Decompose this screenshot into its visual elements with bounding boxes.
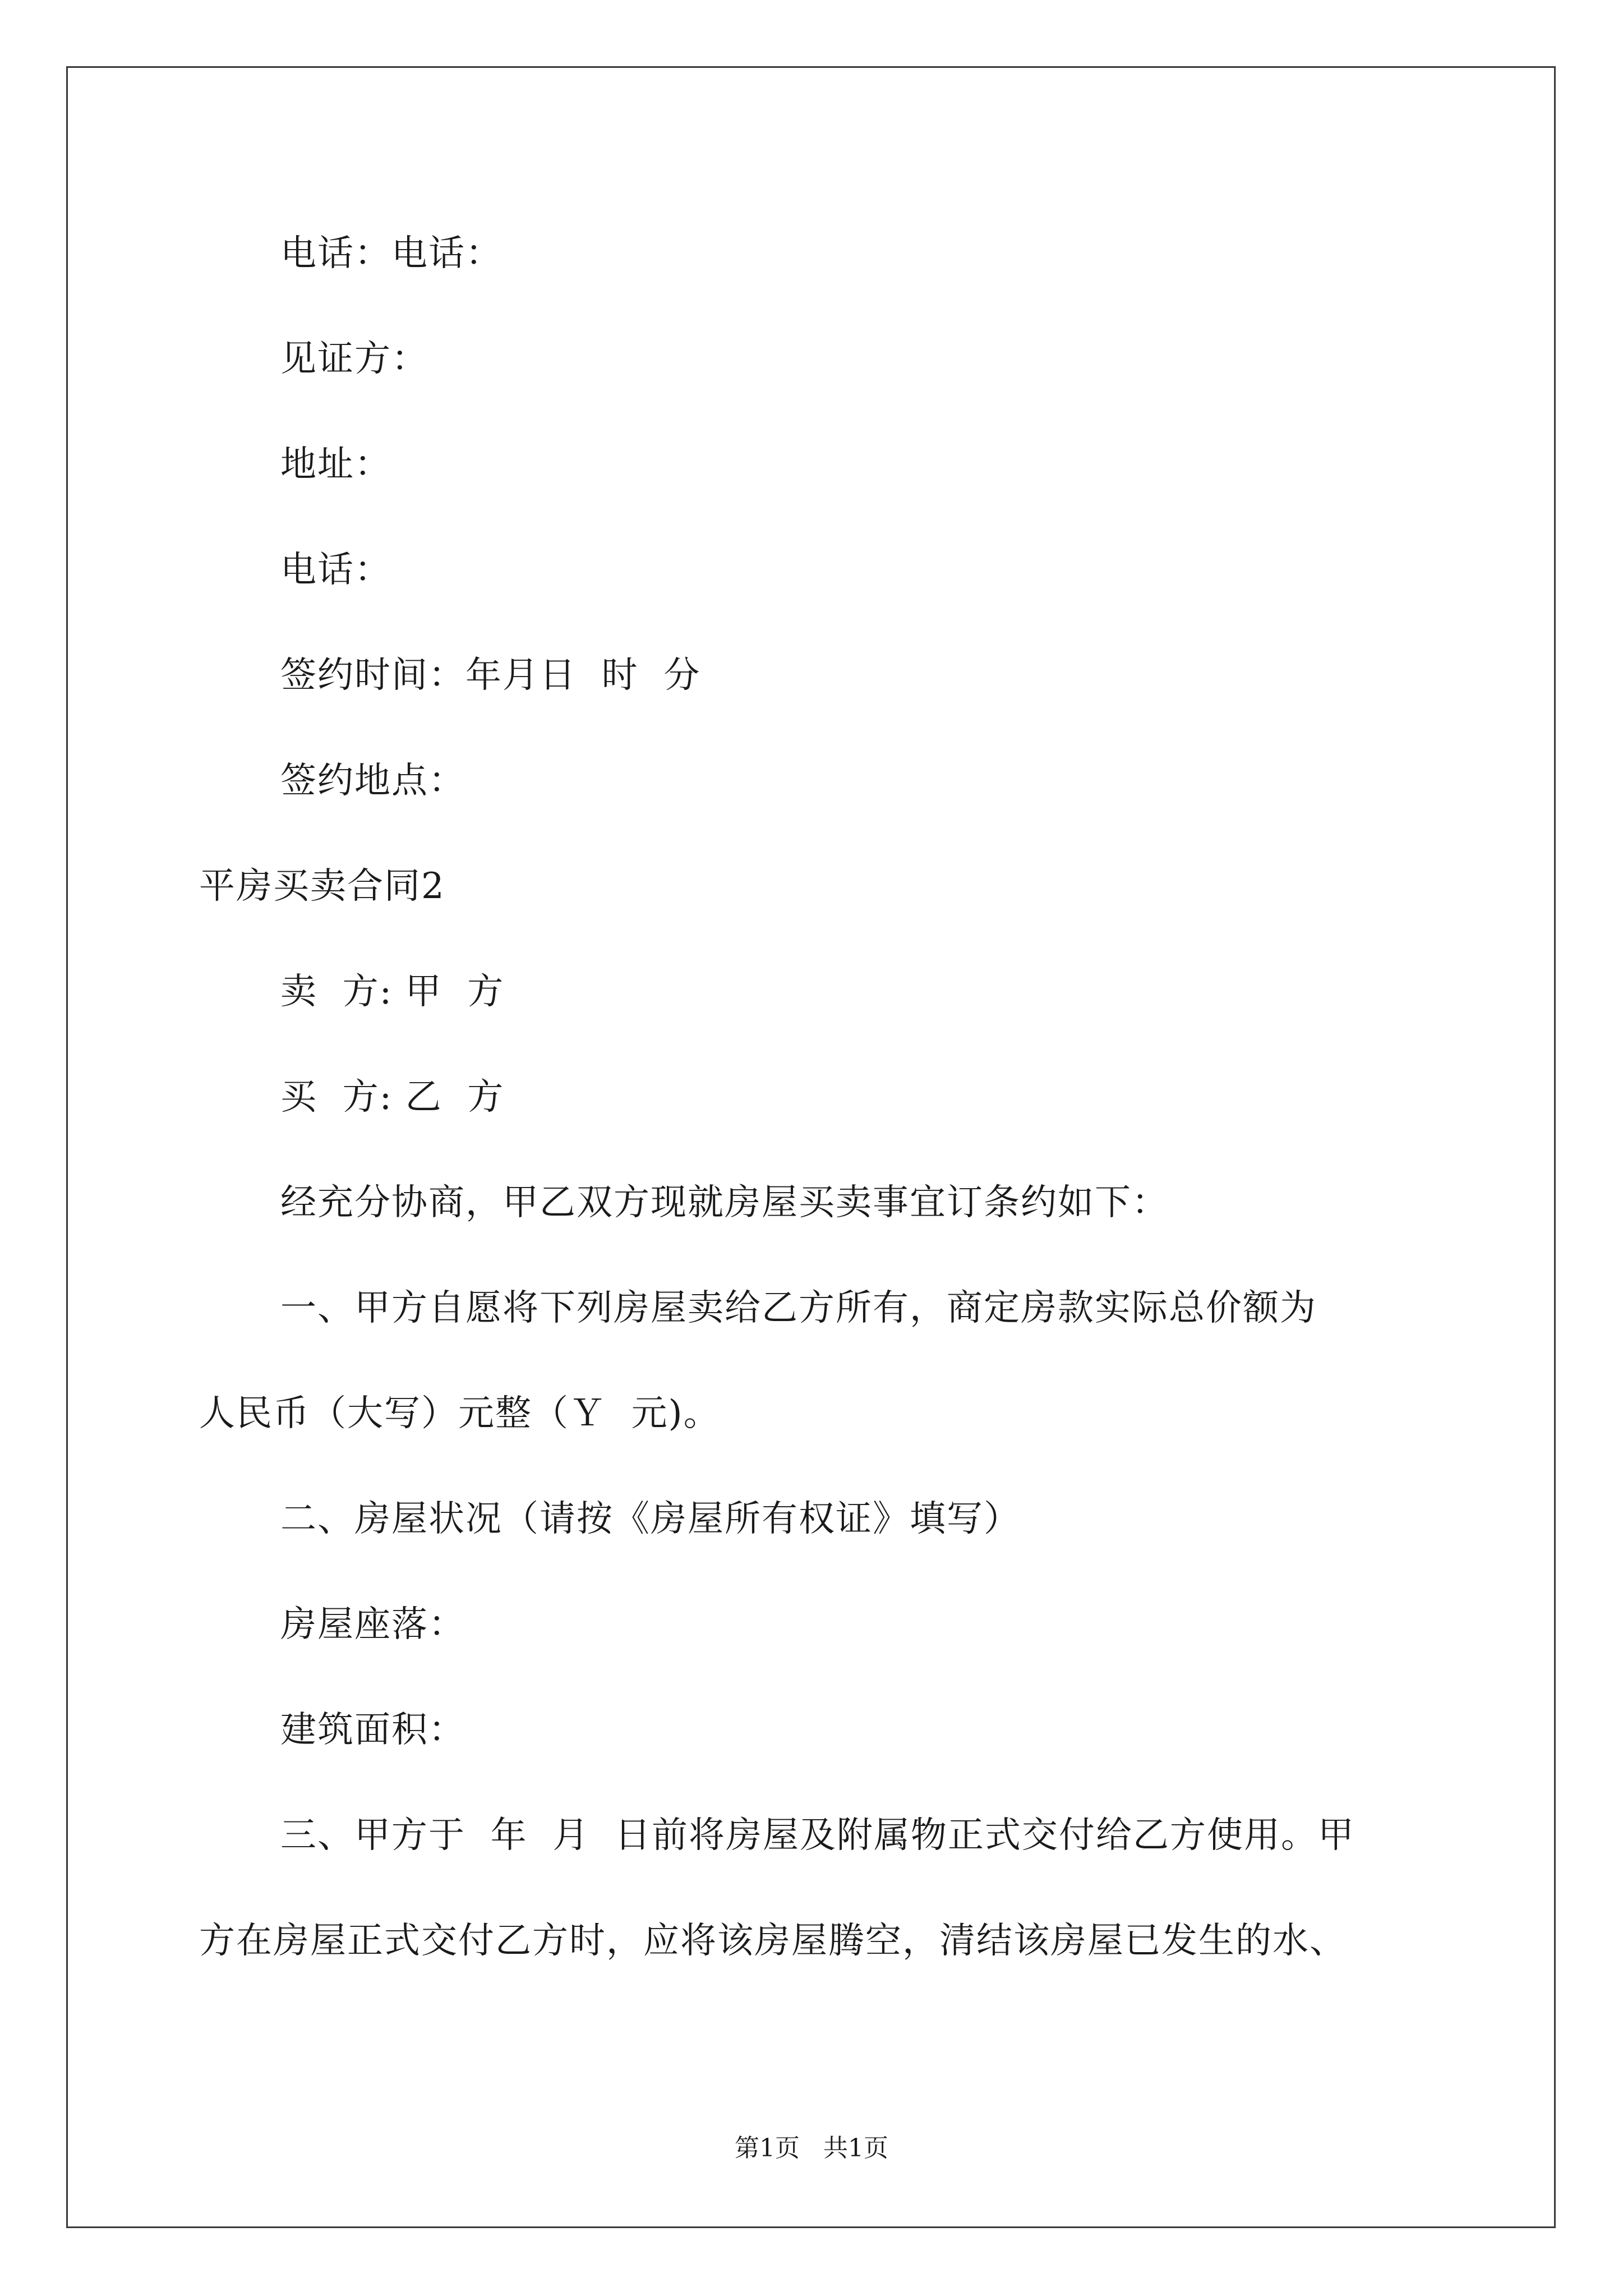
page-border (66, 66, 1556, 2228)
clause-3-line-2: 方在房屋正式交付乙方时，应将该房屋腾空，清结该房屋已发生的水、 (199, 1920, 1347, 1962)
clause-1-line-1: 一、甲方自愿将下列房屋卖给乙方所有，商定房款实际总价额为 (280, 1287, 1317, 1329)
seller-line: 卖 方: 甲 方 (280, 971, 505, 1013)
clause-1-line-2: 人民币（大写）元整（Ｙ 元)。 (199, 1393, 721, 1434)
location-line: 房屋座落： (280, 1604, 465, 1645)
signing-place-line: 签约地点： (280, 760, 465, 802)
phone-line-2: 电话： (280, 549, 391, 591)
contract-title: 平房买卖合同2 (199, 866, 445, 907)
phone-line-1: 电话：电话： (280, 233, 502, 274)
area-line: 建筑面积： (280, 1709, 465, 1751)
intro-line: 经充分协商，甲乙双方现就房屋买卖事宜订条约如下： (280, 1182, 1169, 1223)
address-line: 地址： (280, 444, 391, 485)
clause-2-line: 二、房屋状况（请按《房屋所有权证》填写） (280, 1498, 1021, 1540)
clause-3-line-1: 三、甲方于 年 月 日前将房屋及附属物正式交付给乙方使用。甲 (280, 1815, 1355, 1856)
witness-line: 见证方： (280, 338, 428, 380)
buyer-line: 买 方: 乙 方 (280, 1076, 505, 1118)
signing-time-line: 签约时间：年月日 时 分 (280, 655, 701, 696)
page-number-footer: 第1页 共1页 (735, 2134, 888, 2162)
